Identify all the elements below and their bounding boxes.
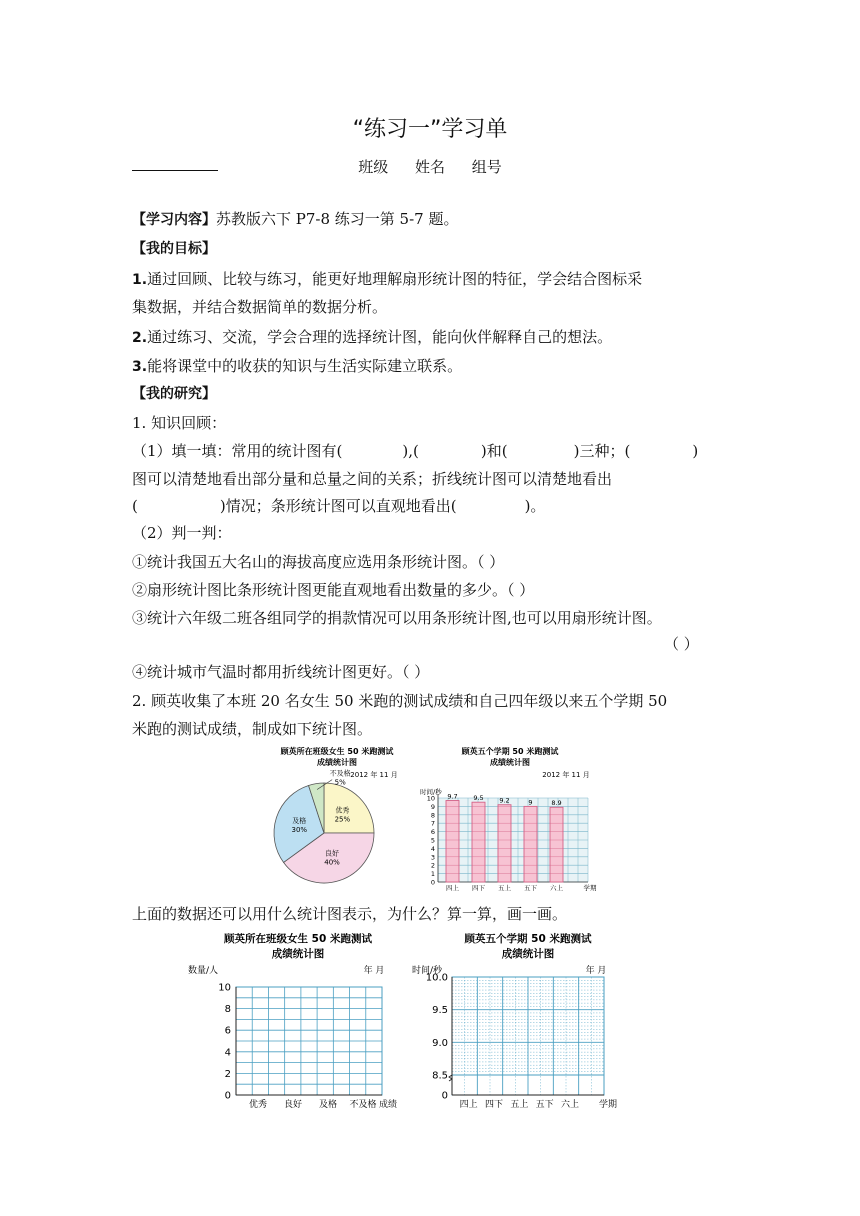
study-text: 苏教版六下 P7-8 练习一第 5-7 题。: [216, 210, 459, 228]
judge-1: ①统计我国五大名山的海拔高度应选用条形统计图。（ ）: [132, 553, 505, 571]
goal-1-cont: 集数据，并结合数据简单的数据分析。: [132, 298, 388, 316]
grid1-subtitle: 成绩统计图: [271, 948, 325, 960]
fill-3a: (: [132, 497, 138, 515]
grid2-ytick-3: 9.5: [432, 1005, 448, 1017]
grid1-xtick-2: 及格: [318, 1100, 338, 1110]
goal-heading: 【我的目标】: [132, 241, 216, 257]
bar-value-3: 9: [528, 798, 533, 807]
goal-1-number: 1.: [132, 272, 148, 288]
grid2-title: 顾英五个学期 50 米跑测试: [464, 933, 592, 945]
bar-ytick-10: 10: [426, 794, 435, 803]
pie-title: 顾英所在班级女生 50 米跑测试: [280, 747, 394, 756]
grid2-date: 年 月: [585, 966, 607, 976]
bar-value-0: 9.7: [447, 792, 458, 801]
goal-1: [132, 269, 642, 290]
bar-ytick-9: 9: [430, 802, 435, 811]
grid2-xtick-1: 四下: [484, 1100, 504, 1110]
study-content: [132, 209, 458, 230]
pie-label-0: 优秀: [335, 806, 350, 815]
grid1-ytick-5: 10: [218, 982, 231, 994]
grid1-ytick-2: 4: [224, 1047, 231, 1059]
pie-value-3: 5%: [334, 778, 346, 787]
bar-3: [524, 806, 537, 882]
pie-chart: [262, 745, 412, 890]
judge-heading: （2）判一判：: [132, 524, 232, 542]
grid2-xlabel: 学期: [598, 1100, 618, 1110]
grid2-ytick-1: 8.5: [432, 1070, 448, 1082]
pie-label-1: 良好: [325, 849, 340, 858]
page-title: “练习一”学习单: [352, 117, 508, 142]
grid2-ylabel: 时间/秒: [412, 966, 443, 976]
bar-ytick-6: 6: [430, 828, 435, 837]
pie-value-1: 40%: [324, 858, 340, 867]
grid2-xtick-4: 六上: [560, 1100, 580, 1110]
bar-ytick-0: 0: [430, 878, 435, 887]
grid1-xtick-0: 优秀: [248, 1100, 268, 1110]
bar-title: 顾英五个学期 50 米跑测试: [461, 747, 559, 756]
bar-value-4: 8.9: [551, 799, 562, 808]
bar-ytick-3: 3: [430, 853, 435, 862]
study-label: 【学习内容】: [132, 212, 216, 228]
grid1-ytick-1: 2: [224, 1068, 231, 1080]
fill-3b: )情况；条形统计图可以直观地看出(: [219, 497, 457, 515]
bar-xtick-2: 五上: [498, 884, 511, 892]
fill-line-1: [132, 441, 698, 461]
goal-2: [132, 327, 612, 348]
bar-4: [550, 807, 563, 882]
blank-bar-grid[interactable]: [184, 930, 414, 1115]
bar-xtick-4: 六上: [550, 884, 563, 892]
class-label: 班级: [358, 158, 389, 176]
group-label: 组号: [471, 158, 502, 176]
goal-3-text: 能将课堂中的收获的知识与生活实际建立联系。: [147, 357, 463, 375]
bar-xtick-0: 四上: [446, 884, 459, 892]
bar-ytick-7: 7: [430, 819, 435, 828]
grid1-ytick-3: 6: [224, 1025, 231, 1037]
fill-1c: )和(: [480, 442, 508, 460]
grid2-ytick-2: 9.0: [432, 1037, 448, 1049]
research-heading: 【我的研究】: [132, 386, 216, 402]
judge-3-paren: （ ）: [664, 635, 699, 653]
goal-1-text: 通过回顾、比较与练习，能更好地理解扇形统计图的特征，学会结合图标采: [147, 270, 643, 288]
question-1: 1. 知识回顾：: [132, 414, 227, 432]
bar-ytick-2: 2: [430, 861, 435, 870]
question-2: 2. 顾英收集了本班 20 名女生 50 米跑的测试成绩和自己四年级以来五个学期 50: [132, 692, 668, 710]
bar-subtitle: 成绩统计图: [490, 758, 530, 767]
question-3: 上面的数据还可以用什么统计图表示，为什么？算一算，画一画。: [132, 905, 568, 923]
bar-ytick-4: 4: [430, 844, 435, 853]
bar-value-2: 9.2: [499, 796, 510, 805]
bar-xtick-3: 五下: [524, 884, 537, 892]
goal-2-number: 2.: [132, 330, 148, 346]
fill-1a: （1）填一填：常用的统计图有(: [132, 442, 343, 460]
bar-ytick-5: 5: [430, 836, 435, 845]
grid1-xtick-3: 不及格: [349, 1100, 377, 1110]
grid1-xtick-1: 良好: [283, 1100, 303, 1110]
fill-1e: ): [692, 442, 699, 460]
bar-2: [498, 805, 511, 882]
grid1-xlabel: 成绩: [378, 1100, 398, 1110]
grid2-xtick-3: 五下: [535, 1100, 554, 1110]
grid1-ytick-4: 8: [224, 1004, 231, 1016]
question-2-cont: 米跑的测试成绩，制成如下统计图。: [132, 720, 373, 738]
goal-2-text: 通过练习、交流，学会合理的选择统计图，能向伙伴解释自己的想法。: [147, 328, 613, 346]
grid1-ylabel: 数量/人: [188, 966, 219, 976]
student-info-row: [0, 156, 860, 177]
fill-3c: )。: [524, 497, 546, 515]
grid1-date: 年 月: [363, 966, 385, 976]
name-label: 姓名: [414, 158, 445, 176]
bar-ylabel: 时间/秒: [420, 788, 442, 796]
pie-date: 2012 年 11 月: [350, 771, 398, 779]
fill-line-3: [132, 496, 545, 516]
group-blank[interactable]: [132, 156, 166, 171]
goal-3: [132, 356, 462, 377]
pie-value-2: 30%: [291, 825, 308, 834]
bar-ytick-8: 8: [430, 811, 435, 820]
grid1-ytick-0: 0: [224, 1090, 231, 1102]
bar-ytick-1: 1: [430, 870, 435, 879]
bar-xtick-1: 四下: [472, 884, 485, 892]
grid2-xtick-0: 四上: [459, 1100, 478, 1110]
bar-value-1: 9.5: [473, 794, 484, 803]
pie-subtitle: 成绩统计图: [317, 758, 357, 767]
pie-label-3: 不及格: [329, 769, 351, 778]
grid2-subtitle: 成绩统计图: [501, 948, 555, 960]
fill-line-2: 图可以清楚地看出部分量和总量之间的关系；折线统计图可以清楚地看出: [132, 470, 613, 488]
bar-chart: [418, 745, 598, 895]
goal-3-number: 3.: [132, 359, 148, 375]
grid2-ytick-4: 10.0: [425, 972, 448, 984]
pie-value-0: 25%: [334, 815, 351, 824]
blank-line-grid[interactable]: [410, 930, 630, 1115]
bar-0: [446, 801, 459, 882]
fill-1b: ),(: [402, 442, 419, 460]
pie-label-2: 及格: [292, 816, 307, 825]
judge-2: ②扇形统计图比条形统计图更能直观地看出数量的多少。（ ）: [132, 581, 535, 599]
bar-date: 2012 年 11 月: [542, 771, 590, 779]
fill-1d: )三种；(: [573, 442, 631, 460]
grid2-ytick-0: 0: [441, 1090, 448, 1102]
judge-3: ③统计六年级二班各组同学的捐款情况可以用条形统计图,也可以用扇形统计图。: [132, 609, 662, 627]
bar-xlabel: 学期: [583, 884, 597, 892]
grid1-title: 顾英所在班级女生 50 米跑测试: [224, 933, 372, 945]
judge-4: ④统计城市气温时都用折线统计图更好。（ ）: [132, 663, 430, 681]
grid2-xtick-2: 五上: [510, 1100, 529, 1110]
bar-1: [472, 802, 485, 882]
